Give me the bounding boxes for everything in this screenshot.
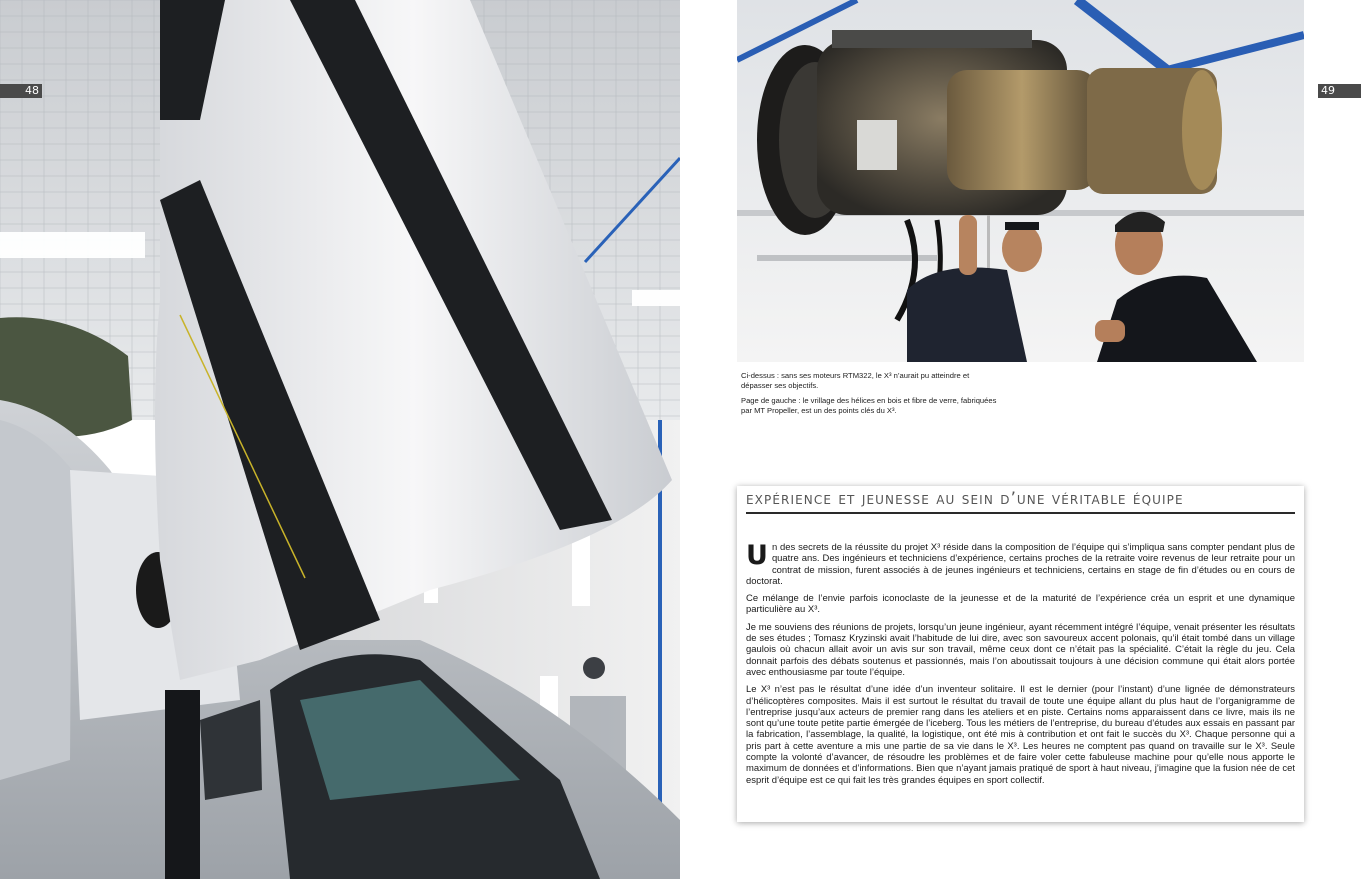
- article-paragraph: Un des secrets de la réussite du projet X³ réside dans la composition de l’équipe qui s’impliqua sans compter pendant plus de quatre ans. Des ingénieurs et techniciens d’expérience, certains proches de la retraite voire revenus de leur retraite pour un contrat de mission, furent associés à de jeunes ingénieurs et techniciens, certains en stage de fin d’études ou en cours de doctorat.: [746, 540, 1295, 587]
- page-number-right: 49: [1318, 84, 1361, 98]
- engine-mechanics-photo: [737, 0, 1304, 362]
- drop-cap: U: [746, 540, 768, 571]
- article-paragraph: Le X³ n’est pas le résultat d’une idée d’un inventeur solitaire. Il est le dernier (pour l’instant) d’une lignée de démonstrateurs d’hélicoptères composites. Mais il est surtout le résultat du travail de toute une équipe allant du plus haut de l’organigramme de l’entreprise jusqu’aux acteurs de premier rang dans les ateliers et en piste. Certains noms apparaissent dans ce livre, mais ils ne sont qu’une toute petite partie émergée de l’iceberg. Tous les métiers de l’entreprise, du bureau d’études aux essais en passant par la fabrication, l’assemblage, la qualité, la logistique, ont été mis à contribution et ont fait le succès du X³. Chaque personne qui a pris part à cette aventure a mis une partie de sa vie dans le X³. Les heures ne comptent pas quand on travaille sur le X³. Seule compte la volonté d’avancer, de résoudre les problèmes et de faire voler cette fabuleuse machine pour qu’elle nous apporte le maximum de données et d’informations. Bien que n’ayant jamais pratiqué de sport à haut niveau, j’imagine que la fusion née de cet esprit d’équipe est ce qui fait les très grandes équipes en sport collectif.: [746, 684, 1295, 786]
- helicopter-propeller-photo: [0, 0, 680, 879]
- article-box: [737, 486, 1304, 822]
- caption-left-page: Page de gauche : le vrillage des hélices en bois et fibre de verre, fabriquées par MT Propeller, est un des points clés du X³.: [741, 396, 997, 415]
- article-body: [746, 542, 1295, 786]
- caption-top-photo: Ci-dessus : sans ses moteurs RTM322, le X³ n’aurait pu atteindre et dépasser ses objectifs.: [741, 371, 970, 390]
- page-number-left: 48: [0, 84, 42, 98]
- article-paragraph: Je me souviens des réunions de projets, lorsqu’un jeune ingénieur, ayant récemment intégré l’équipe, venait présenter les résultats de ses études ; Tomasz Kryzinski avait l’habitude de lui dire, avec son savoureux accent polonais, qu’il était tombé dans un village gaulois où chacun allait avoir un avis sur son travail, même ceux dont ce n’était pas la spécialité. C’était la règle du jeu. Cela donnait parfois des débats soutenus et passionnés, mais l’on aboutissait toujours à une décision commune qui était alors portée avec enthousiasme par toute l’équipe.: [746, 621, 1295, 678]
- article-paragraph: Ce mélange de l’envie parfois iconoclaste de la jeunesse et de la maturité de l’expérience créa un esprit et une dynamique particulière au X³.: [746, 593, 1295, 616]
- photo-captions: [741, 371, 1001, 421]
- article-title: expérience et jeunesse au sein d’une véritable équipe: [746, 486, 1295, 514]
